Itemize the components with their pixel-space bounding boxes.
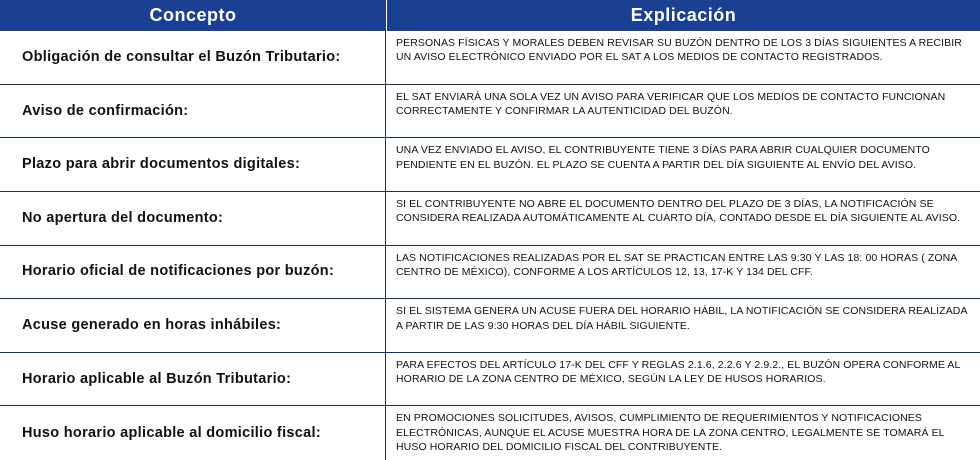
explicacion-cell: PARA EFECTOS DEL ARTÍCULO 17-K DEL CFF Y REGLAS 2.1.6, 2.2.6 Y 2.9.2., EL BUZÓN OPERA CONFORME AL HORARIO DE LA ZONA CENTRO DE MÉXICO, SEGÚN LA LEY DE HUSOS HORARIOS. bbox=[386, 353, 980, 407]
explicacion-cell: PERSONAS FÍSICAS Y MORALES DEBEN REVISAR SU BUZÓN DENTRO DE LOS 3 DÍAS SIGUIENTES A RECIBIR UN AVISO ELECTRÓNICO ENVIADO POR EL SAT A LOS MEDIOS DE CONTACTO REGISTRADOS. bbox=[386, 31, 980, 85]
concepto-cell: Aviso de confirmación: bbox=[0, 85, 386, 139]
concepto-cell: Acuse generado en horas inhábiles: bbox=[0, 299, 386, 353]
explicacion-cell: EN PROMOCIONES SOLICITUDES, AVISOS, CUMPLIMIENTO DE REQUERIMIENTOS Y NOTIFICACIONES ELECTRÓNICAS, AUNQUE EL ACUSE MUESTRA HORA DE LA ZONA CENTRO, LEGALMENTE SE TOMARÁ EL HUSO HORARIO DEL DOMICILIO FISCAL DEL CONTRIBUYENTE. bbox=[396, 412, 945, 454]
explicacion-cell: LAS NOTIFICACIONES REALIZADAS POR EL SAT SE PRACTICAN ENTRE LAS 9:30 Y LAS 18: 00 HORAS ( ZONA CENTRO DE MÉXICO), CONFORME A LOS ARTÍCULOS 12, 13, 17-K Y 134 DEL CFF. bbox=[386, 246, 980, 300]
concepto-cell: Obligación de consultar el Buzón Tributario: bbox=[0, 31, 386, 85]
explicacion-cell: EL SAT ENVIARÁ UNA SOLA VEZ UN AVISO PARA VERIFICAR QUE LOS MEDIOS DE CONTACTO FUNCIONAN CORRECTAMENTE Y CONFIRMAR LA AUTENTICIDAD DEL BUZÓN. bbox=[386, 85, 980, 139]
explicacion-cell: SI EL CONTRIBUYENTE NO ABRE EL DOCUMENTO DENTRO DEL PLAZO DE 3 DÍAS, LA NOTIFICACIÓN SE CONSIDERA REALIZADA AUTOMÁTICAMENTE AL CUARTO DÍA, CONTADO DESDE EL DÍA SIGUIENTE AL AVISO. bbox=[386, 192, 980, 246]
concepto-cell: Horario aplicable al Buzón Tributario: bbox=[0, 353, 386, 407]
header-explicacion: Explicación bbox=[386, 0, 980, 31]
concepto-cell: Plazo para abrir documentos digitales: bbox=[0, 138, 386, 192]
explicacion-cell: UNA VEZ ENVIADO EL AVISO, EL CONTRIBUYENTE TIENE 3 DÍAS PARA ABRIR CUALQUIER DOCUMENTO PENDIENTE EN EL BUZÓN. EL PLAZO SE CUENTA A PARTIR DEL DÍA SIGUIENTE AL ENVÍO DEL AVISO. bbox=[386, 138, 980, 192]
concepto-cell: Horario oficial de notificaciones por buzón: bbox=[0, 246, 386, 300]
explicacion-cell: SI EL SISTEMA GENERA UN ACUSE FUERA DEL HORARIO HÁBIL, LA NOTIFICACIÓN SE CONSIDERA REALIZADA A PARTIR DE LAS 9:30 HORAS DEL DÍA HÁBIL SIGUIENTE. bbox=[386, 299, 980, 353]
header-concepto: Concepto bbox=[0, 0, 386, 31]
concepto-cell: Huso horario aplicable al domicilio fiscal: bbox=[0, 406, 386, 460]
concepto-cell: No apertura del documento: bbox=[0, 192, 386, 246]
